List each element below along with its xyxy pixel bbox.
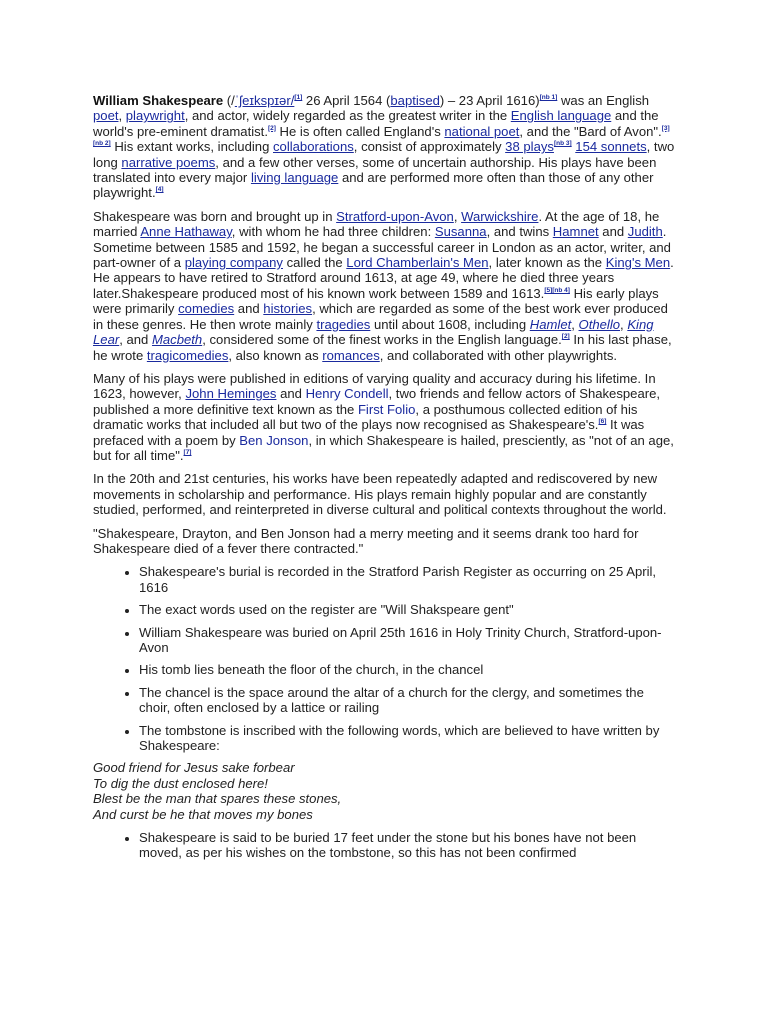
subject-name: William Shakespeare (93, 93, 224, 108)
list-item: • His tomb lies beneath the floor of the church, in the chancel (139, 662, 676, 677)
link-stratford[interactable]: Stratford-upon-Avon (336, 208, 454, 224)
text: called the (282, 255, 347, 271)
text: , (453, 208, 462, 224)
citation-2b[interactable]: [2] (561, 333, 570, 341)
citation-1[interactable]: [1] (294, 94, 303, 101)
link-baptised[interactable]: baptised (390, 93, 440, 108)
list-item: • Shakespeare's burial is recorded in the Stratford Parish Register as occurring on 25 April, 1616 (139, 564, 676, 595)
list-item: • The tombstone is inscribed with the following words, which are believed to have written by Shakespeare: (139, 723, 676, 754)
text: , in which Shakespeare is hailed, presciently, as "not of an age, but for all time". (93, 432, 674, 463)
link-tragicomedies[interactable]: tragicomedies (146, 347, 229, 363)
link-othello[interactable]: Othello (578, 316, 621, 332)
link-playing-company[interactable]: playing company (184, 255, 283, 271)
text: , a posthumous collected edition of his dramatic works that included all but two of the plays now recognised as Shakespeare's. (93, 401, 638, 433)
text: , two friends and fellow actors of Shakespeare, published a more definitive text known as the (93, 386, 661, 417)
citation-7[interactable]: [7] (183, 448, 192, 456)
link-lord-chamberlains-men[interactable]: Lord Chamberlain's Men (346, 255, 489, 271)
link-poet[interactable]: poet (93, 108, 119, 124)
text: . At the age of 18, he married (93, 208, 660, 240)
list-item: • Shakespeare is said to be buried 17 feet under the stone but his bones have not been moved, as per his wishes on the tombstone, so this has not been confirmed (139, 830, 676, 861)
text: In his last phase, he wrote (93, 332, 672, 363)
text: , and collaborated with other playwrights. (379, 347, 618, 363)
text: and (234, 301, 264, 317)
link-ben-jonson[interactable]: Ben Jonson (239, 432, 309, 448)
text: , which are regarded as some of the best work ever produced in these genres. He then wrote mainly (93, 301, 668, 332)
text: and are performed more often than those of any other playwright. (93, 170, 654, 201)
link-tragedies[interactable]: tragedies (316, 316, 371, 332)
text: , later known as the (488, 255, 606, 271)
link-playwright[interactable]: playwright (125, 108, 185, 124)
list-item: • William Shakespeare was buried on April 25th 1616 in Holy Trinity Church, Stratford-upon-Avon (139, 625, 676, 656)
link-national-poet[interactable]: national poet (444, 123, 520, 139)
link-collaborations[interactable]: collaborations (273, 139, 354, 155)
link-king-lear[interactable]: King Lear (93, 316, 654, 348)
text: Shakespeare was born and brought up in (93, 208, 337, 224)
link-romances[interactable]: romances (322, 347, 380, 363)
citation-5-nb4[interactable]: [5][nb 4] (544, 286, 570, 294)
text: , (571, 316, 579, 332)
text: 26 April 1564 ( (302, 93, 391, 108)
citation-4[interactable]: [4] (155, 186, 164, 194)
text: , also known as (228, 347, 323, 363)
burial-facts-list (93, 564, 676, 753)
list-item: • The exact words used on the register are "Will Shakspeare gent" (139, 602, 676, 617)
text: and (276, 386, 306, 402)
document-page (93, 93, 676, 868)
link-living-language[interactable]: living language (250, 170, 339, 186)
link-warwickshire[interactable]: Warwickshire (461, 208, 539, 224)
text: . He appears to have retired to Stratford around 1613, at age 49, where he died three years later.Shakespeare produced most of his known work between 1589 and 1613. (93, 255, 674, 301)
link-john-heminges[interactable]: John Heminges (185, 386, 277, 402)
pronunciation-link[interactable]: ˈʃeɪkspɪər/ (234, 93, 295, 108)
text: Many of his plays were published in editions of varying quality and accuracy during his lifetime. In 1623, however, (93, 370, 656, 402)
text: and (598, 224, 628, 240)
text: , (118, 108, 126, 124)
link-narrative-poems[interactable]: narrative poems (121, 154, 216, 170)
citation-2[interactable]: [2] (267, 124, 276, 132)
text: , and twins (486, 224, 553, 240)
citation-nb3[interactable]: [nb 3] (553, 140, 572, 148)
text: He is often called England's (275, 123, 445, 139)
poem-line: Blest be the man that spares these stones, (93, 791, 342, 807)
text: , and actor, widely regarded as the greatest writer in the (184, 108, 511, 124)
burial-note-list (93, 830, 676, 861)
list-item: • The chancel is the space around the altar of a church for the clergy, and sometimes the choir, often enclosed by a lattice or railing (139, 685, 676, 716)
link-hamnet[interactable]: Hamnet (552, 224, 599, 240)
text: until about 1608, including (370, 316, 530, 332)
text: . Sometime between 1585 and 1592, he began a successful career in London as an actor, writer, and part-owner of a (93, 224, 671, 271)
text: was an English (557, 93, 650, 108)
publication-paragraph (93, 371, 676, 463)
link-susanna[interactable]: Susanna (434, 224, 487, 240)
link-english-language[interactable]: English language (510, 108, 612, 124)
link-histories[interactable]: histories (263, 301, 313, 317)
poem-line: To dig the dust enclosed here! (93, 775, 268, 791)
text: and the world's pre-eminent dramatist. (93, 108, 659, 139)
citation-6[interactable]: [6] (598, 418, 607, 426)
link-kings-men[interactable]: King's Men (605, 255, 671, 271)
link-comedies[interactable]: comedies (178, 301, 235, 317)
text: , two long (93, 139, 675, 170)
epitaph-poem (93, 760, 676, 822)
link-henry-condell[interactable]: Henry Condell (305, 386, 389, 402)
citation-3-nb2[interactable]: [3][nb 2] (93, 124, 670, 148)
text: , and the "Bard of Avon". (519, 123, 662, 139)
text: , (620, 316, 628, 332)
text: His extant works, including (110, 139, 273, 155)
text: ) – 23 April 1616) (439, 93, 540, 108)
text: , consist of approximately (353, 139, 506, 155)
link-judith[interactable]: Judith (627, 224, 663, 240)
biography-paragraph (93, 209, 676, 363)
text: , and (119, 332, 152, 348)
poem-line: Good friend for Jesus sake forbear (93, 760, 295, 776)
poem-line: And curst be he that moves my bones (93, 806, 313, 822)
link-anne-hathaway[interactable]: Anne Hathaway (140, 224, 232, 240)
citation-nb1[interactable]: [nb 1] (539, 94, 558, 101)
link-38-plays[interactable]: 38 plays (505, 139, 554, 155)
link-hamlet[interactable]: Hamlet (529, 316, 572, 332)
text: It was prefaced with a poem by (93, 417, 645, 448)
link-macbeth[interactable]: Macbeth (151, 332, 203, 348)
link-154-sonnets[interactable]: 154 sonnets (575, 139, 647, 155)
text: , with whom he had three children: (231, 224, 435, 240)
text: His early plays were primarily (93, 285, 659, 317)
intro-paragraph (93, 93, 676, 201)
link-first-folio[interactable]: First Folio (357, 401, 416, 417)
text: , considered some of the finest works in the English language. (202, 332, 562, 348)
quote-paragraph: "Shakespeare, Drayton, and Ben Jonson had a merry meeting and it seems drank too hard for Shakespeare died of a fever there contracted." (93, 525, 639, 556)
text: , and a few other verses, some of uncertain authorship. His plays have been translated into every major (93, 154, 657, 186)
text: (/ (223, 93, 235, 108)
legacy-paragraph: In the 20th and 21st centuries, his works have been repeatedly adapted and rediscovered by new movements in scholarship and performance. His plays remain highly popular and are constantly studied, performed, and reinterpreted in diverse cultural and political contexts throughout the world. (93, 471, 667, 518)
